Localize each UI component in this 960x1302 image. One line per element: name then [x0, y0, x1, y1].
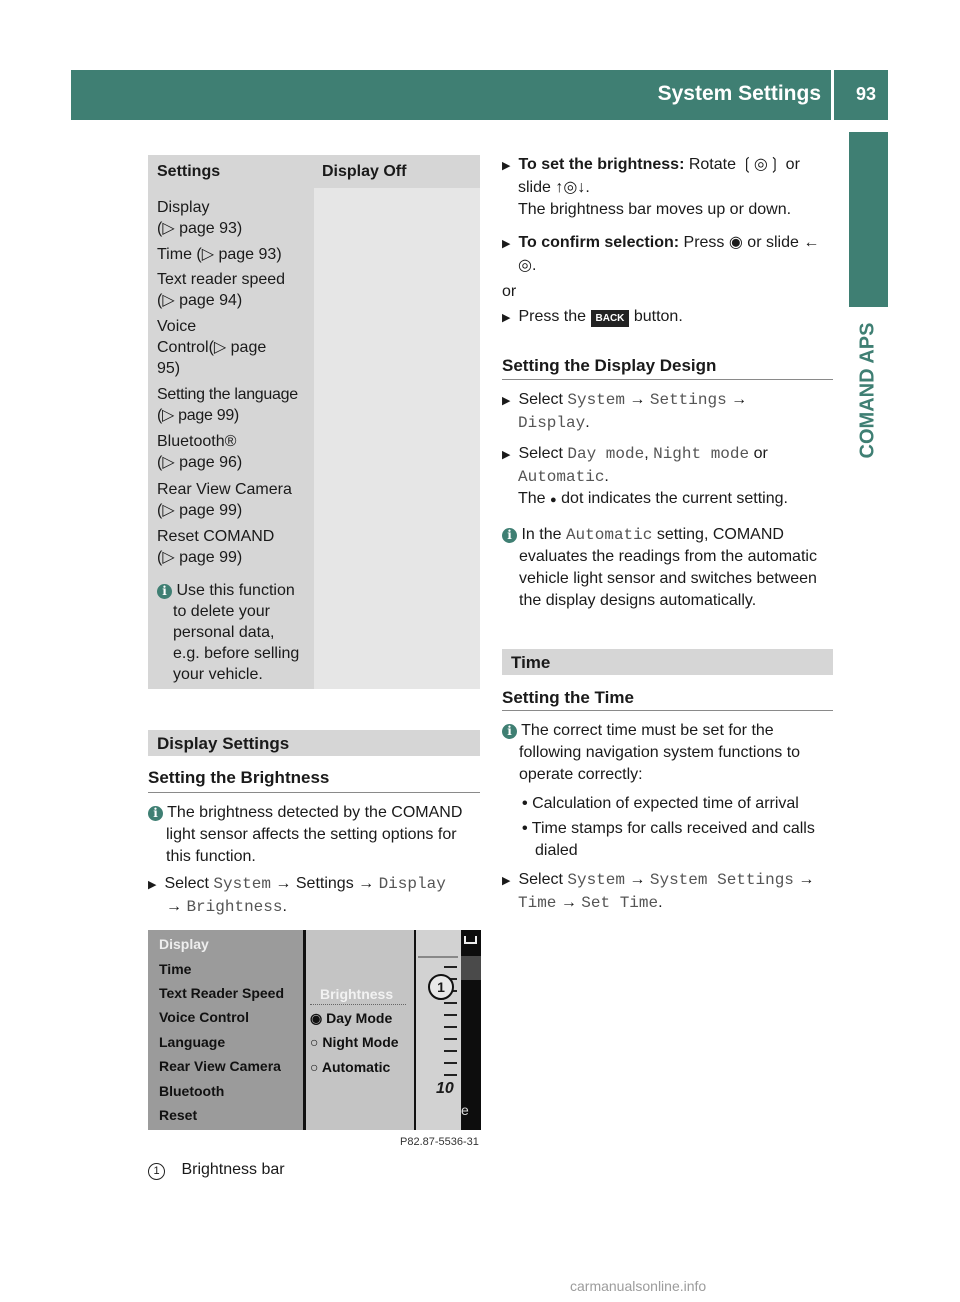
menu-item: Language — [159, 1034, 226, 1050]
table-item-reset-comand: Reset COMAND (▷ page 99) — [157, 528, 275, 566]
menu-item: Display — [159, 936, 209, 952]
heading-setting-brightness: Setting the Brightness — [148, 768, 330, 787]
table-item-display: Display (▷ page 93) — [157, 199, 243, 237]
watermark: carmanualsonline.info — [570, 1278, 707, 1294]
or-text: or — [502, 283, 517, 300]
side-tab-block — [849, 132, 888, 307]
menu-item: Time — [159, 961, 192, 977]
table-col2 — [314, 188, 480, 689]
screen-submenu — [306, 930, 414, 1130]
table-col1 — [148, 188, 314, 689]
table-col1-header: Settings — [157, 163, 221, 180]
table-header — [148, 155, 480, 188]
brightness-screenshot: Display Time Text Reader Speed Voice Control Language Rear View Camera Bluetooth Reset Brightness ◉ Day Mode ○ Night Mode ○ Automatic 1 10 e — [148, 930, 481, 1130]
section-title: Display Settings — [157, 734, 290, 753]
list-item: • Time stamps for calls received and calls — [522, 820, 815, 837]
table-col2-header: Display Off — [322, 163, 407, 180]
figure-code: P82.87-5536-31 — [400, 1136, 479, 1148]
step-set-brightness: ▶ To set the brightness: Rotate ❲◎❳ or slide ↑◎↓. The brightness bar moves up or down. — [502, 156, 800, 218]
radio-selected-icon: ◉ — [310, 1010, 323, 1026]
table-note: i Use this function to delete your personal data, e.g. before selling your vehicle. — [157, 580, 313, 685]
table-item-text-reader-speed: Text reader speed (▷ page 94) — [157, 271, 286, 309]
heading-display-design: Setting the Display Design — [502, 356, 717, 375]
step-select-mode: ▶ Select Day mode, Night mode or Automatic. The ● dot indicates the current setting. — [502, 445, 788, 507]
list-item: • Calculation of expected time of arrival — [522, 795, 799, 812]
table-item-language: Setting the language (▷ page 99) — [157, 386, 298, 424]
heading-rule — [502, 710, 833, 711]
step-arrow-icon: ▶ — [502, 875, 511, 887]
info-icon: i — [502, 528, 517, 543]
section-bar-time — [502, 649, 833, 675]
info-icon: i — [148, 806, 163, 821]
menu-item: Bluetooth — [159, 1083, 225, 1099]
info-automatic: i In the Automatic setting, COMAND evaluates the readings from the automatic vehicle light sensor and switches between the display designs automatically. — [502, 524, 838, 612]
brightness-marker: 1 — [428, 974, 454, 1000]
info-time: i The correct time must be set for the following navigation system functions to operate correctly: — [502, 720, 838, 786]
info-icon: i — [502, 724, 517, 739]
radio-icon: ○ — [310, 1034, 319, 1050]
step-select-display: ▶ Select System → Settings → Display. — [502, 391, 748, 432]
step-select-brightness: ▶ Select System → Settings → Display → Brightness. — [148, 875, 446, 916]
slide-controller-icon: ↑◎↓ — [555, 179, 586, 196]
menu-item: Text Reader Speed — [159, 985, 285, 1001]
page-number: 93 — [855, 84, 876, 104]
heading-rule — [502, 379, 833, 380]
side-tab — [849, 315, 888, 473]
header-title: System Settings — [657, 82, 821, 105]
heading-setting-time: Setting the Time — [502, 688, 634, 707]
table-item-voice-control: Voice Control(▷ page 95) — [157, 318, 267, 377]
controller-icon: ◎ — [518, 257, 532, 274]
dot-icon: ● — [550, 494, 557, 506]
info-icon: i — [157, 584, 172, 599]
info-brightness: i The brightness detected by the COMAND light sensor affects the setting options for this function. — [148, 802, 482, 868]
page-header — [71, 70, 888, 120]
slide-left-icon: ← — [803, 234, 820, 251]
table-item-time: Time (▷ page 93) — [157, 246, 282, 263]
submenu-title: Brightness — [320, 986, 394, 1002]
step-arrow-icon: ▶ — [502, 160, 511, 172]
table-item-rear-view-camera: Rear View Camera (▷ page 99) — [157, 481, 292, 519]
option-day-mode: ◉ Day Mode — [310, 1010, 393, 1026]
press-controller-icon: ◉ — [728, 234, 743, 251]
rotate-controller-icon: ❲◎❳ — [740, 156, 782, 173]
step-arrow-icon: ▶ — [502, 238, 511, 250]
legend-text: Brightness bar — [181, 1161, 285, 1178]
legend-marker: 1 — [148, 1163, 165, 1180]
menu-item: Voice Control — [159, 1009, 249, 1025]
step-arrow-icon: ▶ — [502, 312, 511, 324]
menu-item: Reset — [159, 1107, 198, 1123]
step-arrow-icon: ▶ — [502, 395, 511, 407]
brightness-scale — [416, 930, 461, 1130]
screen-menu — [148, 930, 303, 1130]
table-item-bluetooth: Bluetooth® (▷ page 96) — [157, 433, 243, 471]
side-tab-label: COMAND APS — [856, 322, 879, 459]
figure-legend — [148, 1161, 285, 1180]
step-select-time: ▶ Select System → System Settings → Time → Set Time. — [502, 871, 815, 912]
step-arrow-icon: ▶ — [148, 879, 157, 891]
option-night-mode: ○ Night Mode — [310, 1034, 399, 1050]
section-title: Time — [511, 653, 551, 672]
section-bar-display-settings — [148, 730, 480, 756]
step-confirm-selection: ▶ To confirm selection: Press ◉ or slide ← ◎. — [502, 234, 820, 274]
header-separator — [831, 70, 834, 120]
menu-item: Rear View Camera — [159, 1058, 281, 1074]
bullet-list — [522, 793, 838, 862]
scale-value: 10 — [436, 1080, 454, 1097]
radio-icon: ○ — [310, 1059, 319, 1075]
heading-rule — [148, 792, 480, 793]
list-item: dialed — [535, 842, 578, 859]
step-press-back: ▶ Press the BACK button. — [502, 306, 838, 329]
back-button-icon: BACK — [591, 310, 630, 327]
option-automatic: ○ Automatic — [310, 1059, 391, 1075]
step-arrow-icon: ▶ — [502, 449, 511, 461]
